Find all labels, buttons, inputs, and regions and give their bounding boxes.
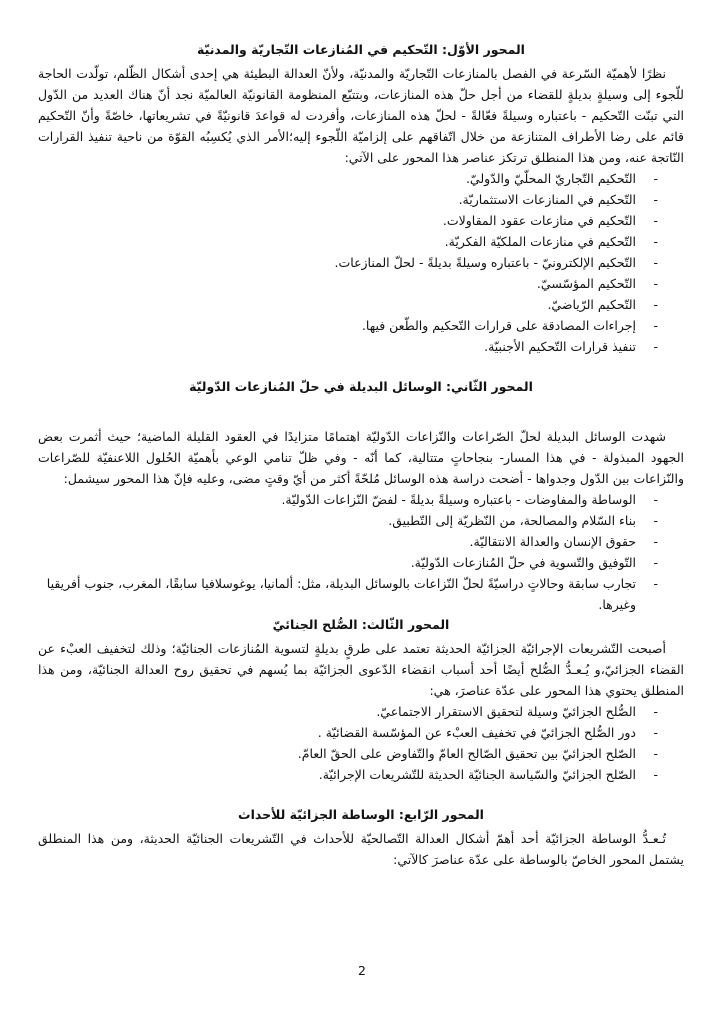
list-item: - التّحكيم في منازعات عقود المقاولات. [38,210,658,231]
section-4-title: المحور الرّابع: الوساطة الجزائيّة للأحداث [238,807,484,822]
section-3-list [38,701,684,785]
section-4-paragraph: تُـعـدُّ الوساطة الجزائيّة أحد أهمّ أشكال العدالة التّصالحيّة للأحداث في التّشريعات الجنائيّة الحديثة، ومن هذا المنطلق يشتمل المحور الخاصّ بالوساطة على عدّة عناصرَ كالآتي: [38,831,684,867]
section-1-paragraph: نظرًا لأهميّة السّرعة في الفصل بالمنازعات التّجاريّة والمدنيّة، ولأنّ العدالة البطيئة هي إحدى أشكال الظّلم، تولّدت الحاجة للّجوء إلى وسيلةٍ بديلةٍ للقضاء من أجل حلّ هذه المنازعات، وبتتبّع المنظومة القانونيّة العالميّة نجد أنّ هناك العديد من الدّول التي تبنّت التّحكيم - باعتباره وسيلةً فعّالةً - لحلّ هذه المنازعات، وأفردت له قواعدَ قانونيّةً في تشريعاتها، خاصّةً وأنّ التّحكيم قائم على رضا الأطراف المتنازعة من خلال اتّفاقهم على إلزاميّة اللّجوء إليه؛الأمر الذي يُكسِبُه القوّة من ناحية تنفيذ القرارات النّاتجة عنه، ومن هذا المنطلق ترتكز عناصر هذا المحور على الآتي: [38,66,684,165]
list-item: - التّحكيم الرّياضيّ. [38,294,658,315]
section-1-list [38,168,684,357]
list-item: - دور الصُّلح الجزائيّ في تخفيف العبْء عن المؤسّسة القضائيّة . [38,722,658,743]
list-item: - حقوق الإنسان والعدالة الانتقاليّة. [38,531,658,552]
section-2-paragraph: شهدت الوسائل البديلة لحلّ الصّراعات والنّزاعات الدّوليّة اهتمامًا متزايدًا في العقود القليلة الماضية؛ حيث أثمرت بعض الجهود المبذولة - في هذا المسار- بنجاحاتٍ متتالية، كما أنّه - وفي ظلّ تنامي الوعي بأهميّة الحُلول اللاعنفيّة للصّراعات والنّزاعات بين الدّول وجدواها - أضحت دراسة هذه الوسائل مُلحّةً أكثر من أيّ وقتٍ مضى، وعليه فإنّ هذا المحور سيشمل: [38,429,684,486]
list-item: - تجارب سابقة وحالاتٍ دراسيّةً لحلّ النّزاعات بالوسائل البديلة، مثل: ألمانيا، يوغوسلافيا سابقًا، المغرب، جنوب أفريقيا وغيرها. [38,573,658,615]
list-item: - التّحكيم الإلكترونيّ - باعتباره وسيلةً بديلةً - لحلّ المنازعات. [38,252,658,273]
list-item: - التّوفيق والتّسوية في حلّ المُنازعات الدّوليّة. [38,552,658,573]
section-3-paragraph: أصبحت التّشريعات الإجرائيّة الجزائيّة الحديثة تعتمد على طرقٍ بديلةٍ لتسوية المُنازعات الجنائيّة؛ وذلك لتخفيف العبْء عن القضاء الجزائيّ،و يُـعـدُّ الصُّلح أيضًا أحد أسباب انقضاء الدّعوى الجزائيّة بما يُسهم في تحقيق روح العدالة الجنائيّة، ومن هذا المنطلق يحتوي هذا المحور على عدّة عناصرَ، هي: [38,641,684,698]
list-item: - التّحكيم التّجاريّ المحلّيّ والدّوليّ. [38,168,658,189]
page-number: 2 [358,963,366,978]
document-page [38,40,684,870]
section-3-title: المحور الثّالث: الصُّلح الجنائيّ [272,617,450,632]
section-1-title: المحور الأوّل: التّحكيم في المُنازعات التّجاريّة والمدنيّة [197,42,525,57]
list-item: - إجراءات المصادقة على قرارات التّحكيم والطّعن فيها. [38,315,658,336]
list-item: - الوساطة والمفاوضات - باعتباره وسيلةً بديلةً - لفضّ النّزاعات الدّوليّة. [38,489,658,510]
list-item: - بناء السّلام والمصالحة، من النّظريّة إلى التّطبيق. [38,510,658,531]
list-item: - التّحكيم في المنازعات الاستثماريّة. [38,189,658,210]
list-item: - الصّلح الجزائيّ بين تحقيق الصّالح العامّ والتّفاوض على الحقّ العامّ. [38,743,658,764]
list-item: - تنفيذ قرارات التّحكيم الأجنبيّة. [38,336,658,357]
list-item: - الصّلح الجزائيّ والسّياسة الجنائيّة الحديثة للتّشريعات الإجرائيّة. [38,764,658,785]
section-2-list [38,489,684,615]
list-item: - التّحكيم في منازعات الملكيّة الفكريّة. [38,231,658,252]
list-item: - التّحكيم المؤسّسيّ. [38,273,658,294]
list-item: - الصُّلح الجزائيّ وسيلة لتحقيق الاستقرار الاجتماعيّ. [38,701,658,722]
section-2-title: المحور الثّاني: الوسائل البديلة في حلّ المُنازعات الدّوليّة [189,379,533,394]
